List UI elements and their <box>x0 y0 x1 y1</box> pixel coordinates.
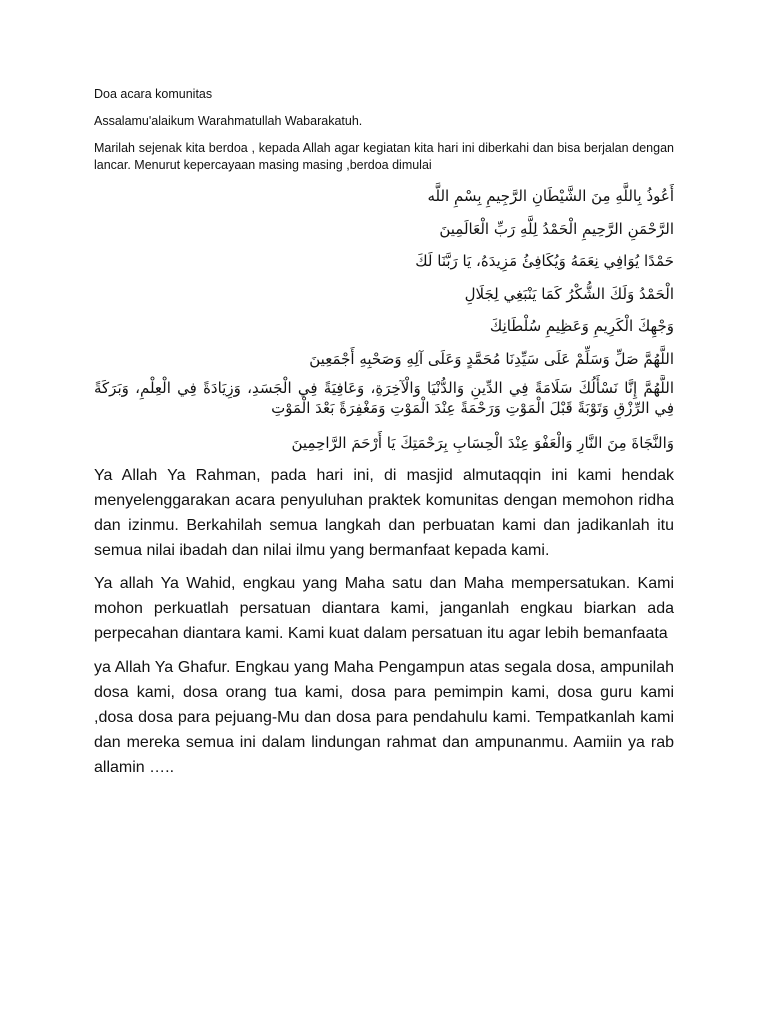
arabic-line-7: اللَّهُمَّ إِنَّا نَسْأَلُكَ سَلَامَةً فِي الدِّينِ وَالدُّنْيَا وَالْآخِرَةِ، وَعَافِيَةً فِي الْجَسَدِ، وَزِيَادَةً فِي الْعِلْمِ، وَبَرَكَةً فِي الرِّزْقِ وَتَوْبَةً قَبْلَ الْمَوْتِ وَرَحْمَةً عِنْدَ الْمَوْتِ وَمَغْفِرَةً بَعْدَ الْمَوْتِ <box>94 379 674 417</box>
arabic-line-1: أَعُوذُ بِاللَّهِ مِنَ الشَّيْطَانِ الرَّجِيمِ بِسْمِ اللَّه <box>427 187 674 205</box>
arabic-line-6: اللَّهُمَّ صَلِّ وَسَلِّمْ عَلَى سَيِّدِنَا مُحَمَّدٍ وَعَلَى آلِهِ وَصَحْبِهِ أَجْمَعِينَ <box>309 349 674 368</box>
paragraph-ya-wahid: Ya allah Ya Wahid, engkau yang Maha satu dan Maha mempersatukan. Kami mohon perkuatlah persatuan diantara kami, janganlah engkau biarkan ada perpecahan diantara kami. Kami kuat dalam persatuan itu agar lebih bemanfaata <box>94 574 674 642</box>
arabic-line-2: الرَّحْمَنِ الرَّحِيمِ الْحَمْدُ لِلَّهِ رَبِّ الْعَالَمِينَ <box>439 219 674 238</box>
document-title: Doa acara komunitas <box>94 87 213 101</box>
arabic-line-4: الْحَمْدُ وَلَكَ الشُّكْرُ كَمَا يَنْبَغِي لِجَلَالِ <box>464 284 674 303</box>
paragraph-ya-rahman: Ya Allah Ya Rahman, pada hari ini, di masjid almutaqqin ini kami hendak menyelenggarakan acara penyuluhan praktek komunitas dengan memohon ridha dan izinmu. Berkahilah semua langkah dan perbuatan kami dan jadikanlah itu semua nilai ibadah dan nilai ilmu yang bermanfaat kepada kami. <box>94 466 674 559</box>
document-page <box>94 86 674 780</box>
greeting-text: Assalamu'alaikum Warahmatullah Wabarakatuh. <box>94 114 363 128</box>
opening-paragraph: Marilah sejenak kita berdoa , kepada Allah agar kegiatan kita hari ini diberkahi dan bisa berjalan dengan lancar. Menurut kepercayaan masing masing ,berdoa dimulai <box>94 141 674 172</box>
arabic-line-3: حَمْدًا يُوَافِي نِعَمَهُ وَيُكَافِئُ مَزِيدَهُ، يَا رَبَّنَا لَكَ <box>415 252 674 270</box>
paragraph-ya-ghafur: ya Allah Ya Ghafur. Engkau yang Maha Pengampun atas segala dosa, ampunilah dosa kami, dosa orang tua kami, dosa para pemimpin kami, dosa guru kami ,dosa dosa para pejuang-Mu dan dosa para pendahulu kami. Tempatkanlah kami dan mereka semua ini dalam lindungan rahmat dan ampunanmu. Aamiin ya rab allamin ….. <box>94 658 674 776</box>
arabic-prayer <box>94 180 674 460</box>
arabic-line-8: وَالنَّجَاةَ مِنَ النَّارِ وَالْعَفْوَ عِنْدَ الْحِسَابِ بِرَحْمَتِكَ يَا أَرْحَمَ الرَّاحِمِينَ <box>291 434 674 452</box>
arabic-line-5: وَجْهِكَ الْكَرِيمِ وَعَظِيمِ سُلْطَانِكَ <box>489 317 674 335</box>
